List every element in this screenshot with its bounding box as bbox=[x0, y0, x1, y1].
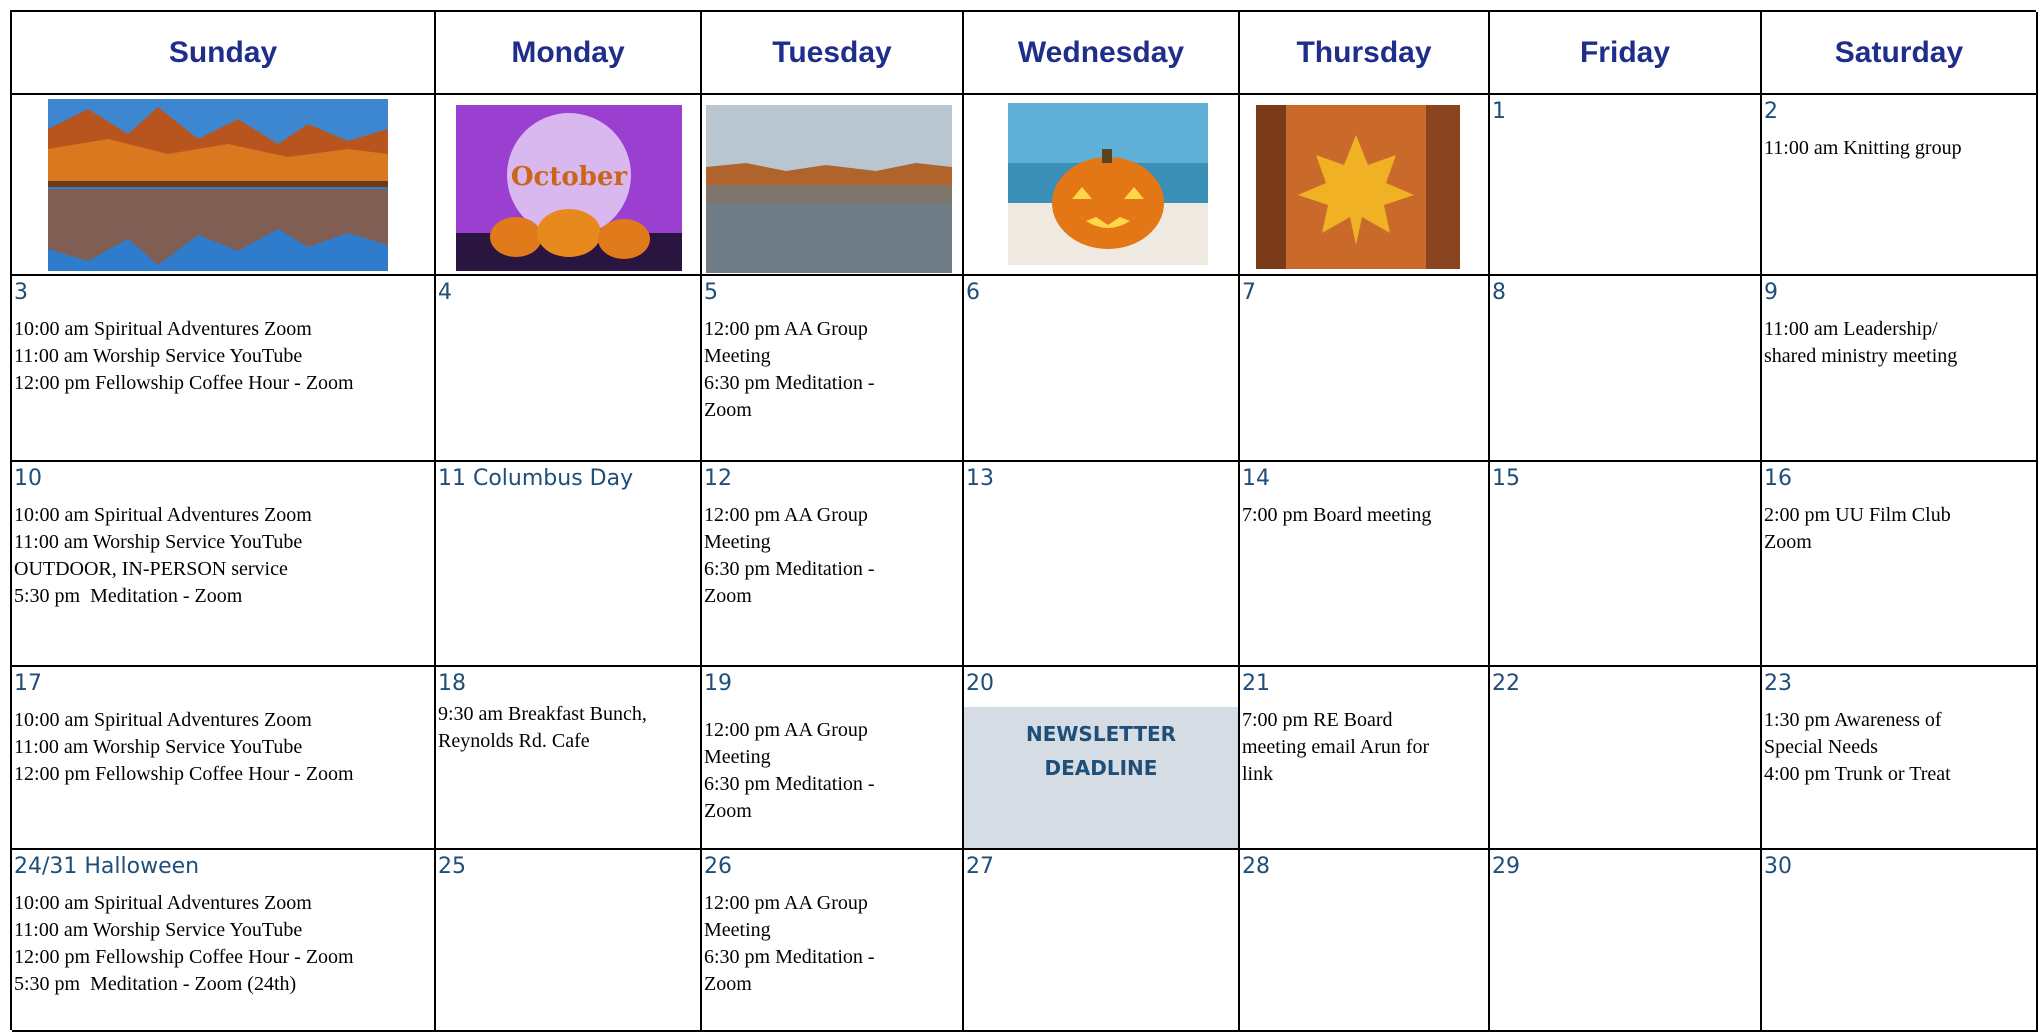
date-number: 10 bbox=[14, 466, 42, 491]
date-number: 7 bbox=[1242, 280, 1256, 305]
event-text: Zoom bbox=[704, 399, 752, 421]
event-text: Zoom bbox=[1764, 531, 1812, 553]
jack-o-lantern-beach-image bbox=[1008, 103, 1208, 265]
header-wednesday: Wednesday bbox=[964, 12, 1240, 95]
calendar-grid bbox=[10, 10, 2036, 1030]
date-number: 3 bbox=[14, 280, 28, 305]
date-number: 6 bbox=[966, 280, 980, 305]
event-text: 12:00 pm AA Group bbox=[704, 892, 868, 914]
day-cell bbox=[964, 95, 1240, 276]
event-text: 9:30 am Breakfast Bunch, bbox=[438, 703, 647, 725]
day-cell bbox=[12, 462, 436, 667]
date-number: 15 bbox=[1492, 466, 1520, 491]
event-text: 6:30 pm Meditation - bbox=[704, 773, 875, 795]
autumn-maple-leaf-image bbox=[1256, 105, 1460, 269]
day-cell bbox=[1240, 276, 1490, 462]
date-number: 28 bbox=[1242, 854, 1270, 879]
header-thursday: Thursday bbox=[1240, 12, 1490, 95]
date-number: 11 Columbus Day bbox=[438, 466, 634, 491]
event-text: Meeting bbox=[704, 345, 771, 367]
event-text: 7:00 pm RE Board bbox=[1242, 709, 1393, 731]
event-text: 4:00 pm Trunk or Treat bbox=[1764, 763, 1951, 785]
date-number: 20 bbox=[966, 671, 994, 696]
date-number: 2 bbox=[1764, 99, 1778, 124]
deadline-label: DEADLINE bbox=[1044, 756, 1158, 780]
date-number: 25 bbox=[438, 854, 466, 879]
event-text: shared ministry meeting bbox=[1764, 345, 1958, 367]
day-cell bbox=[1490, 850, 1762, 1032]
event-text: 10:00 am Spiritual Adventures Zoom bbox=[14, 318, 312, 340]
event-text: OUTDOOR, IN-PERSON service bbox=[14, 558, 288, 580]
day-cell bbox=[436, 667, 702, 850]
event-text: Zoom bbox=[704, 585, 752, 607]
event-text: 11:00 am Worship Service YouTube bbox=[14, 736, 303, 758]
date-number: 27 bbox=[966, 854, 994, 879]
day-cell bbox=[12, 276, 436, 462]
event-text: 10:00 am Spiritual Adventures Zoom bbox=[14, 892, 312, 914]
day-cell bbox=[436, 95, 702, 276]
day-cell bbox=[1490, 462, 1762, 667]
event-text: 11:00 am Worship Service YouTube bbox=[14, 531, 303, 553]
event-text: 11:00 am Knitting group bbox=[1764, 137, 1962, 159]
event-text: 6:30 pm Meditation - bbox=[704, 558, 875, 580]
day-cell bbox=[1240, 462, 1490, 667]
date-number: 5 bbox=[704, 280, 718, 305]
day-cell bbox=[1240, 850, 1490, 1032]
event-text: Special Needs bbox=[1764, 736, 1878, 758]
day-cell bbox=[1240, 667, 1490, 850]
date-number: 8 bbox=[1492, 280, 1506, 305]
day-cell bbox=[1762, 667, 2038, 850]
day-cell bbox=[1762, 850, 2038, 1032]
day-cell bbox=[1762, 276, 2038, 462]
day-cell bbox=[964, 850, 1240, 1032]
date-number: 9 bbox=[1764, 280, 1778, 305]
day-cell bbox=[436, 462, 702, 667]
day-cell bbox=[1490, 95, 1762, 276]
day-cell bbox=[702, 850, 964, 1032]
event-text: Meeting bbox=[704, 919, 771, 941]
day-cell bbox=[1762, 462, 2038, 667]
date-number: 13 bbox=[966, 466, 994, 491]
event-text: 1:30 pm Awareness of bbox=[1764, 709, 1942, 731]
day-cell bbox=[964, 276, 1240, 462]
date-number: 26 bbox=[704, 854, 732, 879]
event-text: 10:00 am Spiritual Adventures Zoom bbox=[14, 709, 312, 731]
event-text: 12:00 pm AA Group bbox=[704, 504, 868, 526]
day-cell bbox=[436, 276, 702, 462]
day-cell bbox=[1490, 667, 1762, 850]
event-text: 7:00 pm Board meeting bbox=[1242, 504, 1432, 526]
date-number: 30 bbox=[1764, 854, 1792, 879]
date-number: 21 bbox=[1242, 671, 1270, 696]
header-sunday: Sunday bbox=[12, 12, 436, 95]
newsletter-label: NEWSLETTER bbox=[1025, 722, 1177, 746]
event-text: Zoom bbox=[704, 800, 752, 822]
day-cell bbox=[702, 667, 964, 850]
event-text: 12:00 pm AA Group bbox=[704, 719, 868, 741]
event-text: 12:00 pm Fellowship Coffee Hour - Zoom bbox=[14, 763, 354, 785]
day-cell bbox=[702, 95, 964, 276]
event-text: 6:30 pm Meditation - bbox=[704, 946, 875, 968]
event-text: 12:00 pm AA Group bbox=[704, 318, 868, 340]
date-number: 18 bbox=[438, 671, 466, 696]
day-cell bbox=[436, 850, 702, 1032]
event-text: Meeting bbox=[704, 746, 771, 768]
october-pumpkins-image bbox=[456, 105, 682, 271]
day-cell bbox=[702, 462, 964, 667]
day-cell bbox=[964, 667, 1240, 850]
event-text: Reynolds Rd. Cafe bbox=[438, 730, 590, 752]
date-number: 12 bbox=[704, 466, 732, 491]
event-text: 5:30 pm Meditation - Zoom bbox=[14, 585, 243, 607]
autumn-lake-overcast-image bbox=[706, 105, 952, 273]
event-text: meeting email Arun for bbox=[1242, 736, 1430, 758]
autumn-lake-reflection-image bbox=[48, 99, 388, 271]
event-text: 12:00 pm Fellowship Coffee Hour - Zoom bbox=[14, 372, 354, 394]
date-number: 29 bbox=[1492, 854, 1520, 879]
event-text: Meeting bbox=[704, 531, 771, 553]
day-cell bbox=[1490, 276, 1762, 462]
event-text: 11:00 am Leadership/ bbox=[1764, 318, 1938, 340]
header-tuesday: Tuesday bbox=[702, 12, 964, 95]
date-number: 16 bbox=[1764, 466, 1792, 491]
day-cell bbox=[12, 667, 436, 850]
header-saturday: Saturday bbox=[1762, 12, 2038, 95]
day-cell bbox=[702, 276, 964, 462]
day-cell bbox=[1240, 95, 1490, 276]
date-number: 4 bbox=[438, 280, 452, 305]
date-number: 17 bbox=[14, 671, 42, 696]
event-text: 5:30 pm Meditation - Zoom (24th) bbox=[14, 973, 297, 995]
day-cell bbox=[12, 95, 436, 276]
event-text: link bbox=[1242, 763, 1274, 785]
date-number: 19 bbox=[704, 671, 732, 696]
newsletter-deadline-banner bbox=[964, 707, 1238, 850]
date-number: 23 bbox=[1764, 671, 1792, 696]
event-text: Zoom bbox=[704, 973, 752, 995]
event-text: 6:30 pm Meditation - bbox=[704, 372, 875, 394]
date-number: 22 bbox=[1492, 671, 1520, 696]
event-text: 2:00 pm UU Film Club bbox=[1764, 504, 1951, 526]
header-monday: Monday bbox=[436, 12, 702, 95]
event-text: 12:00 pm Fellowship Coffee Hour - Zoom bbox=[14, 946, 354, 968]
event-text: 11:00 am Worship Service YouTube bbox=[14, 919, 303, 941]
day-cell bbox=[1762, 95, 2038, 276]
october-title: October bbox=[510, 162, 628, 192]
header-friday: Friday bbox=[1490, 12, 1762, 95]
date-number: 24/31 Halloween bbox=[14, 854, 200, 879]
date-number: 14 bbox=[1242, 466, 1270, 491]
date-number: 1 bbox=[1492, 99, 1506, 124]
day-cell bbox=[964, 462, 1240, 667]
event-text: 11:00 am Worship Service YouTube bbox=[14, 345, 303, 367]
day-cell bbox=[12, 850, 436, 1032]
event-text: 10:00 am Spiritual Adventures Zoom bbox=[14, 504, 312, 526]
